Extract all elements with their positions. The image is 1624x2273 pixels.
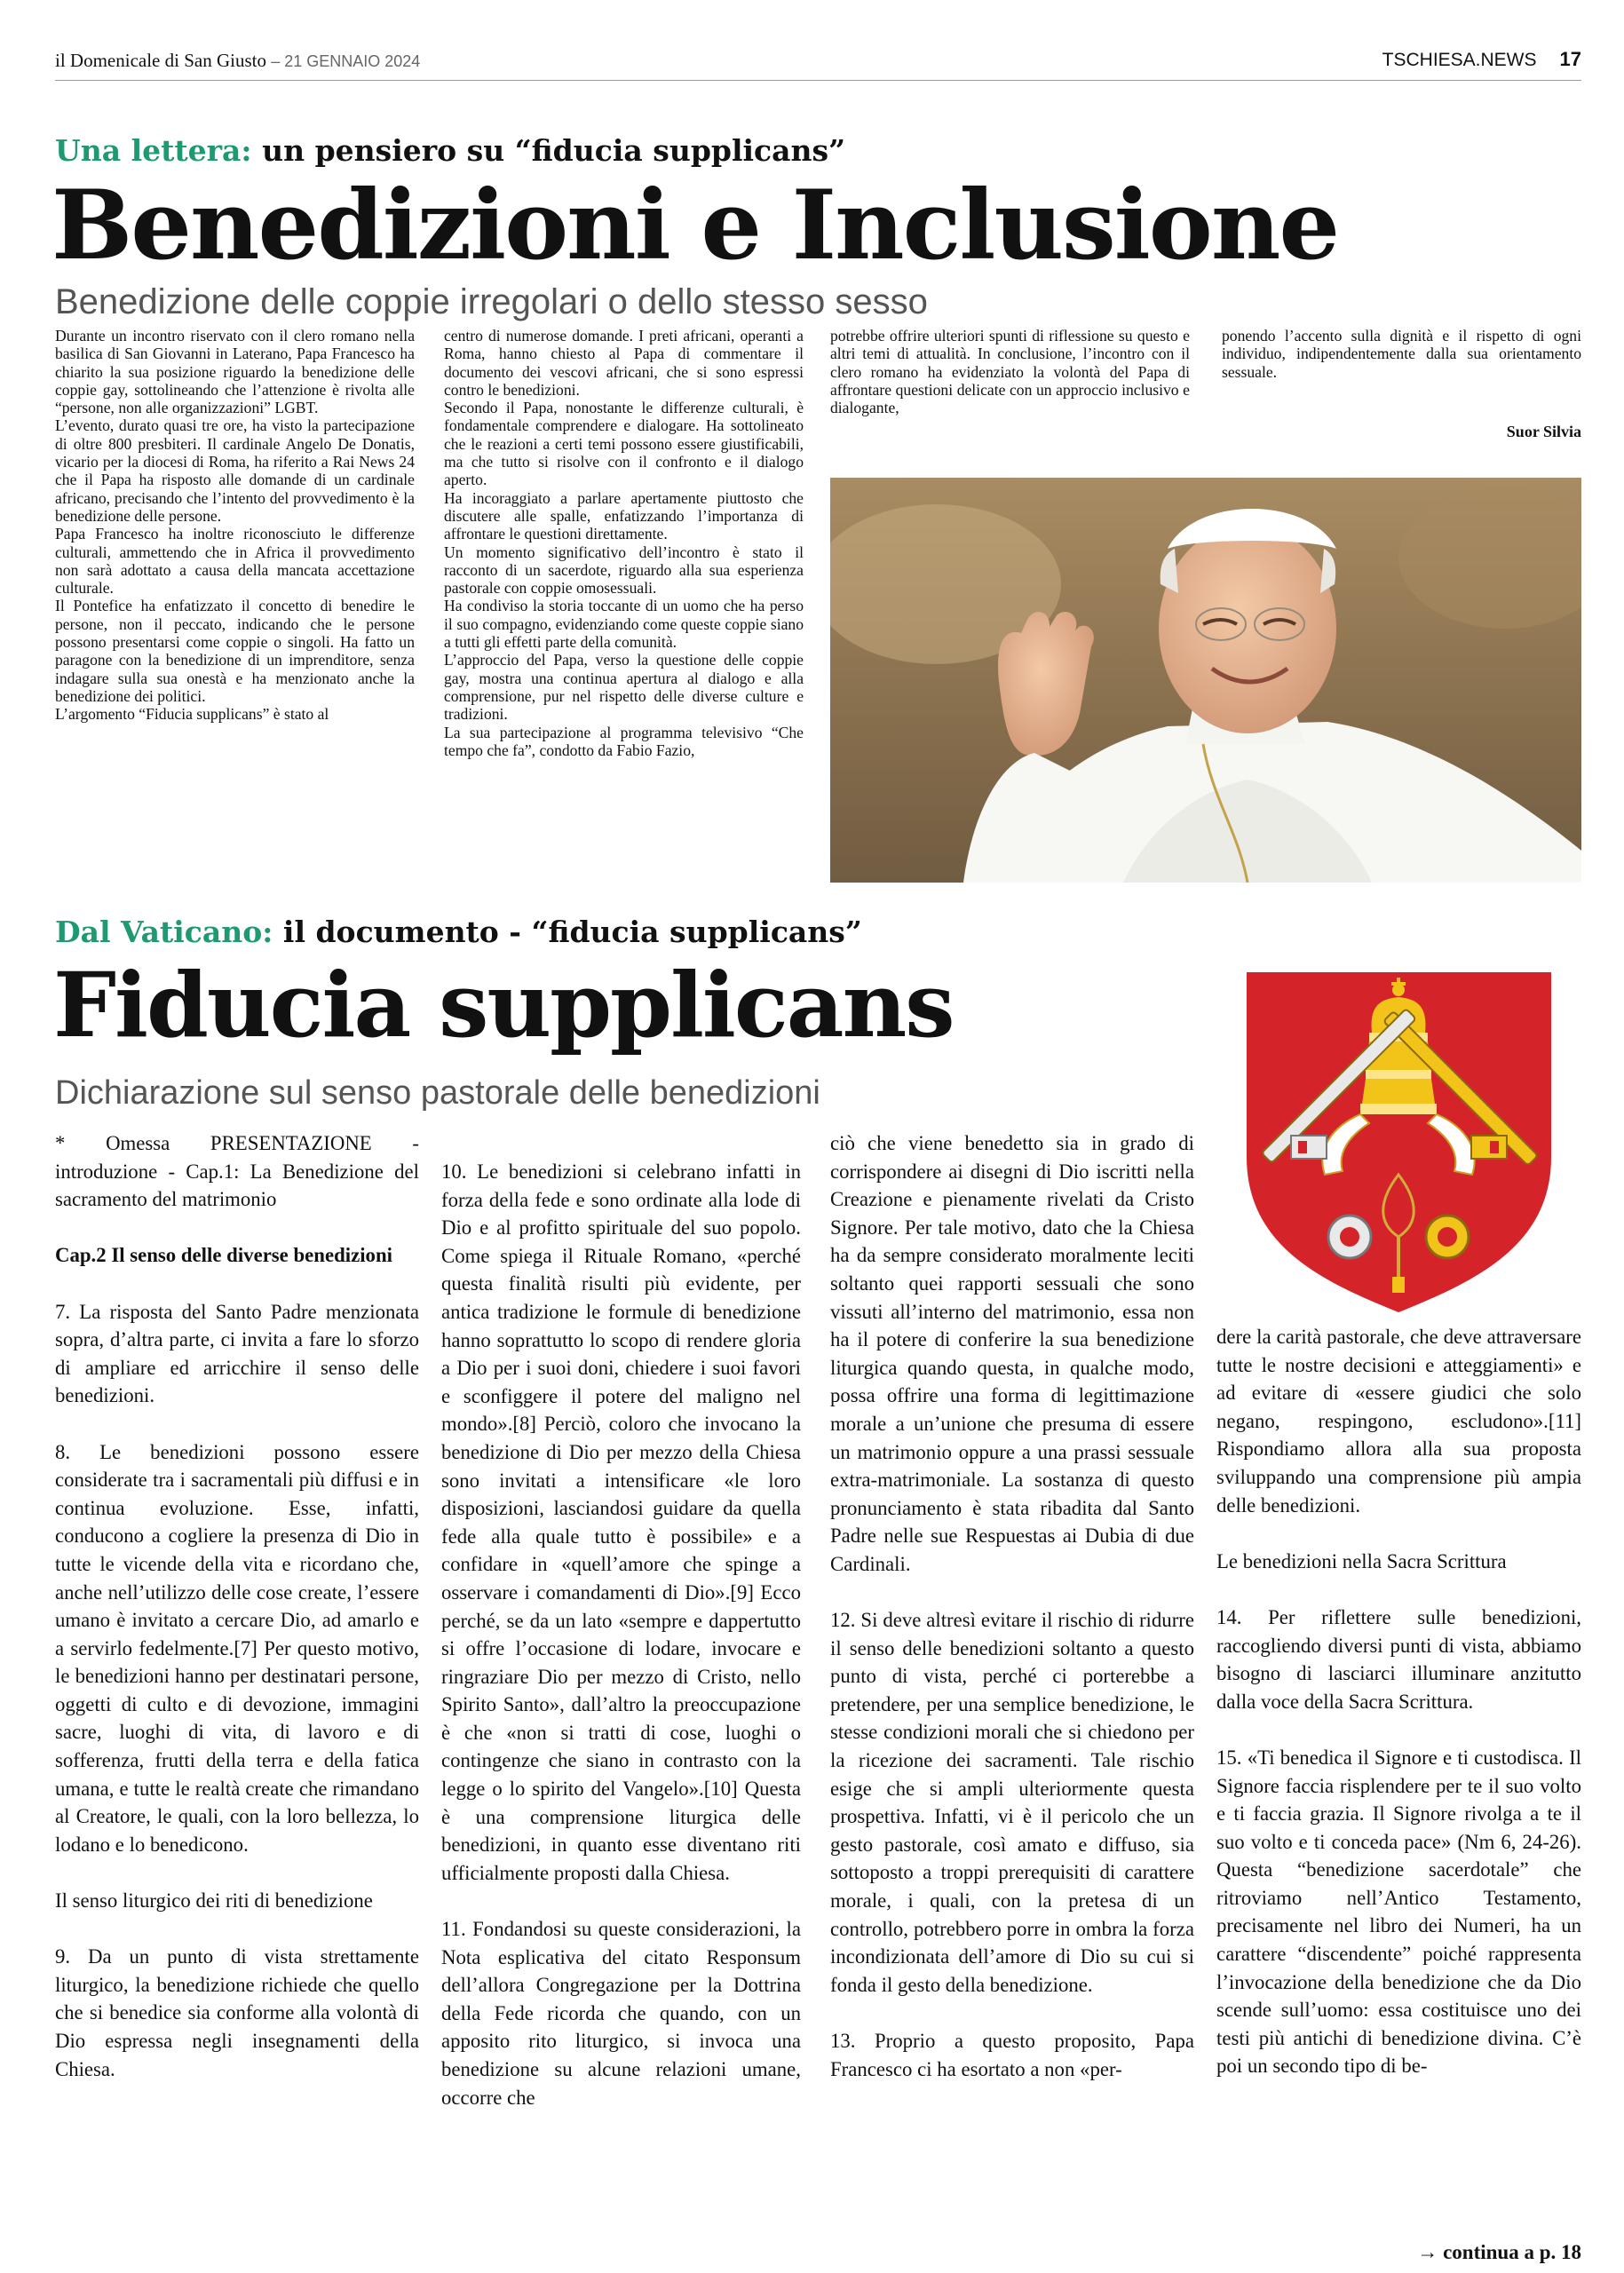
article2-kicker-rest: il documento - “fiducia supplicans” — [282, 915, 862, 949]
article1-paragraph: L’argomento “Fiducia supplicans” è stato al — [55, 705, 329, 724]
article1-column-2 — [444, 327, 804, 759]
article1-paragraph: L’approccio del Papa, verso la questione delle coppie gay, mostra una continua apertura al dialogo e alla comprensione, pur nel rispetto delle diverse culture e tradizioni. — [444, 651, 804, 724]
article1-paragraph: Secondo il Papa, nonostante le differenze culturali, è fondamentale comprendere e dialogare. Ha sottolineato che le reazioni a certi temi possono essere giustificabili, ma che tutto si risolve con il confronto e il dialogo aperto. — [444, 399, 804, 489]
article1-paragraph: Il Pontefice ha enfatizzato il concetto di benedire le persone, non il peccato, indicando che le persone possono presentarsi come coppie o singoli. Ha fatto un paragone con la benedizione di un imprenditore, senza indagare sulla sua onestà e ha menzionato anche la benedizione dei politici. — [55, 597, 415, 705]
article2-paragraph: dere la carità pastorale, che deve attraversare tutte le nostre decisioni e atteggiamenti» e ad evitare di «essere giudici che solo negano, respingono, escludono».[11] Rispondiamo allora alla sua proposta sviluppando una comprensione più ampia delle benedizioni. — [1216, 1326, 1581, 1517]
article1-subheadline: Benedizione delle coppie irregolari o dello stesso sesso — [55, 282, 928, 321]
article2-paragraph: 9. Da un punto di vista strettamente liturgico, la benedizione richiede che quello che si benedice sia conforme alla volontà di Dio espressa negli insegnamenti della Chiesa. — [55, 1945, 419, 2080]
article1-signature: Suor Silvia — [1506, 423, 1581, 440]
issue-date: 21 GENNAIO 2024 — [284, 52, 421, 70]
article2-column-2 — [441, 1158, 801, 2111]
article1-paragraph: Papa Francesco ha inoltre riconosciuto le differenze culturali, ammettendo che in Africa il provvedimento non sarà adottato a causa della mancata accettazione culturale. — [55, 525, 415, 598]
article1-paragraph: Ha condiviso la storia toccante di un uomo che ha perso il suo compagno, evidenziando come queste coppie siano a tutti gli effetti parte della comunità. — [444, 597, 804, 652]
article2-section-heading: Le benedizioni nella Sacra Scrittura — [1216, 1549, 1507, 1572]
publication-name: il Domenicale di San Giusto — [55, 50, 266, 71]
article1-headline: Benedizioni e Inclusione — [51, 170, 1339, 281]
article2-headline: Fiducia supplicans — [53, 953, 954, 1057]
article1-kicker — [55, 133, 845, 168]
article1-paragraph: potrebbe offrire ulteriori spunti di riflessione su questo e altri temi di attualità. In conclusione, l’incontro con il clero romano ha evidenziato la volontà del Papa di affrontare questioni delicate con un approccio inclusivo e dialogante, — [830, 327, 1190, 417]
article2-paragraph: ciò che viene benedetto sia in grado di corrispondere ai disegni di Dio iscritti nella Creazione e pienamente rivelati da Cristo Signore. Per tale motivo, dato che la Chiesa ha da sempre considerato moralmente leciti soltanto quei rapporti sessuali che sono vissuti all’interno del matrimonio, essa non ha il potere di conferire la sua benedizione liturgica quando questa, in qualche modo, possa offrire una forma di legittimazione morale a un’unione che presuma di essere un matrimonio oppure a una prassi sessuale extra-matrimoniale. La sostanza di questo pronunciamento è stata ribadita dal Santo Padre nelle sue Respuestas ai Dubia di due Cardinali. — [830, 1132, 1194, 1575]
article1-paragraph: centro di numerose domande. I preti africani, operanti a Roma, hanno chiesto al Papa di commentare il documento dei vescovi africani, che si sono espressi contro le benedizioni. — [444, 327, 804, 399]
article1-column-4 — [1222, 327, 1581, 381]
article2-kicker-lead: Dal Vaticano: — [55, 915, 273, 949]
header-publication-line: il Domenicale di San Giusto – 21 GENNAIO 2024 — [55, 50, 421, 71]
article2-paragraph: 11. Fondandosi su queste considerazioni, la Nota esplicativa del citato Responsum dell’allora Congregazione per la Dottrina della Fede ricorda che quando, con un apposito rito liturgico, si invoca una benedizione su alcune relazioni umane, occorre che — [441, 1918, 801, 2109]
article2-paragraph: 8. Le benedizioni possono essere considerate tra i sacramentali più diffusi e in continua evoluzione. Esse, infatti, conducono a cogliere la presenza di Dio in tutte le vicende della vita e ricordano che, anche nell’utilizzo delle cose create, l’essere umano è invitato a cercare Dio, ad amarlo e a servirlo fedelmente.[7] Per questo motivo, le benedizioni hanno per destinatari persone, oggetti di culto e di devozione, immagini sacre, luoghi di vita, di lavoro e di sofferenza, frutti della terra e della fatica umana, e tutte le realtà create che rimandano al Creatore, le quali, con la loro bellezza, lo lodano e lo benedicono. — [55, 1440, 419, 1856]
article2-paragraph: 12. Si deve altresì evitare il rischio di ridurre il senso delle benedizioni soltanto a questo punto di vista, perché ci porterebbe a pretendere, per una semplice benedizione, le stesse condizioni morali che si chiedono per la ricezione dei sacramenti. Tale rischio esige che si ampli ulteriormente questa prospettiva. Infatti, vi è il pericolo che un gesto pastorale, così amato e diffuso, sia sottoposto a troppi prerequisiti di carattere morale, i quali, con la pretesa di un controllo, potrebbero porre in ombra la forza incondizionata dell’amore di Dio su cui si fonda il gesto della benedizione. — [830, 1609, 1194, 1996]
article2-paragraph: 13. Proprio a questo proposito, Papa Francesco ci ha esortato a non «per- — [830, 2030, 1194, 2080]
article2-paragraph: * Omessa PRESENTAZIONE - introduzione - Cap.1: La Benedizione del sacramento del matrimonio — [55, 1132, 419, 1211]
article2-paragraph: 14. Per riflettere sulle benedizioni, raccogliendo diversi punti di vista, abbiamo bisogno di lasciarci illuminare anzitutto dalla voce della Sacra Scrittura. — [1216, 1605, 1581, 1713]
article1-paragraph: L’evento, durato quasi tre ore, ha visto la partecipazione di oltre 800 presbiteri. Il cardinale Angelo De Donatis, vicario per la diocesi di Roma, ha riferito a Rai News 24 che il Papa ha risposto alle domande di un cardinale africano, precisando che l’intento del provvedimento è la benedizione delle persone. — [55, 416, 415, 525]
header-site-line — [1382, 48, 1581, 71]
article2-section-heading: Il senso liturgico dei riti di benedizione — [55, 1889, 373, 1913]
article1-kicker-lead: Una lettera: — [55, 133, 252, 168]
continuation-link[interactable]: → continua a p. 18 — [1417, 2241, 1581, 2263]
article1-kicker-rest: un pensiero su “fiducia supplicans” — [262, 133, 846, 168]
article1-paragraph: Ha incoraggiato a parlare apertamente piuttosto che discutere alle spalle, enfatizzando l’importanza di affrontare le questioni direttamente. — [444, 488, 804, 543]
article1-paragraph: La sua partecipazione al programma televisivo “Che tempo che fa”, condotto da Fabio Fazio, — [444, 723, 804, 759]
article2-paragraph: 15. «Ti benedica il Signore e ti custodisca. Il Signore faccia risplendere per te il suo volto e ti faccia grazia. Il Signore rivolga a te il suo volto e ti conceda pace» (Nm 6, 24-26). Questa “benedizione sacerdotale” che ritroviamo nell’Antico Testamento, precisamente nel libro dei Numeri, ha un carattere “discendente” poiché rappresenta l’invocazione della benedizione che da Dio scende sull’uomo: essa costituisce uno dei testi più antichi di benedizione divina. C’è poi un secondo tipo di be- — [1216, 1746, 1581, 2078]
vatican-emblem — [1245, 970, 1553, 1314]
article1-column-3 — [830, 327, 1190, 416]
article2-column-3 — [830, 1129, 1194, 2083]
article2-subheadline: Dichiarazione sul senso pastorale delle benedizioni — [55, 1074, 820, 1112]
website-link[interactable]: TSCHIESA.NEWS — [1382, 50, 1537, 70]
header-rule — [55, 80, 1581, 81]
page-number: 17 — [1559, 48, 1581, 70]
article2-column-1 — [55, 1129, 419, 2083]
article1-paragraph: ponendo l’accento sulla dignità e il rispetto di ogni individuo, indipendentemente dalla sua orientamento sessuale. — [1222, 327, 1581, 381]
article1-column-1 — [55, 327, 415, 724]
article2-paragraph: 7. La risposta del Santo Padre menzionata sopra, d’altra parte, ci invita a fare lo sforzo di ampliare ed arricchire il senso delle benedizioni. — [55, 1300, 419, 1407]
article2-kicker — [55, 915, 862, 949]
pope-photo — [830, 478, 1581, 883]
article2-column-4 — [1216, 1323, 1581, 2080]
article1-paragraph: Un momento significativo dell’incontro è stato il racconto di un sacerdote, riguardo alla sua esperienza pastorale con coppie omosessuali. — [444, 543, 804, 598]
article2-paragraph: 10. Le benedizioni si celebrano infatti in forza della fede e sono ordinate alla lode di Dio e al profitto spirituale del suo popolo. Come spiega il Rituale Romano, «perché questa finalità risulti più evidente, per antica tradizione le formule di benedizione hanno soprattutto lo scopo di rendere gloria a Dio per i suoi doni, chiedere i suoi favori e sconfiggere il potere del maligno nel mondo».[8] Perciò, coloro che invocano la benedizione di Dio per mezzo della Chiesa sono invitati a intensificare «le loro disposizioni, lasciandosi guidare da quella fede alla quale tutto è possibile» e a confidare in «quell’amore che spinge a osservare i comandamenti di Dio».[9] Ecco perché, se da un lato «sempre e dappertutto si offre l’occasione di lodare, invocare e ringraziare Dio per mezzo di Cristo, nello Spirito Santo», dall’altro la preoccupazione è che «non si tratti di cose, luoghi o contingenze che siano in contrasto con la legge o lo spirito del Vangelo».[10] Questa è una comprensione liturgica delle benedizioni, in quanto esse diventano riti ufficialmente proposti dalla Chiesa. — [441, 1160, 801, 1884]
article2-section-heading: Cap.2 Il senso delle diverse benedizioni — [55, 1244, 392, 1267]
article1-paragraph: Durante un incontro riservato con il clero romano nella basilica di San Giovanni in Laterano, Papa Francesco ha chiarito la sua posizione riguardo la benedizione delle coppie gay, sottolineando che l’attenzione è rivolta alle “persone, non alle organizzazioni” LGBT. — [55, 327, 415, 417]
